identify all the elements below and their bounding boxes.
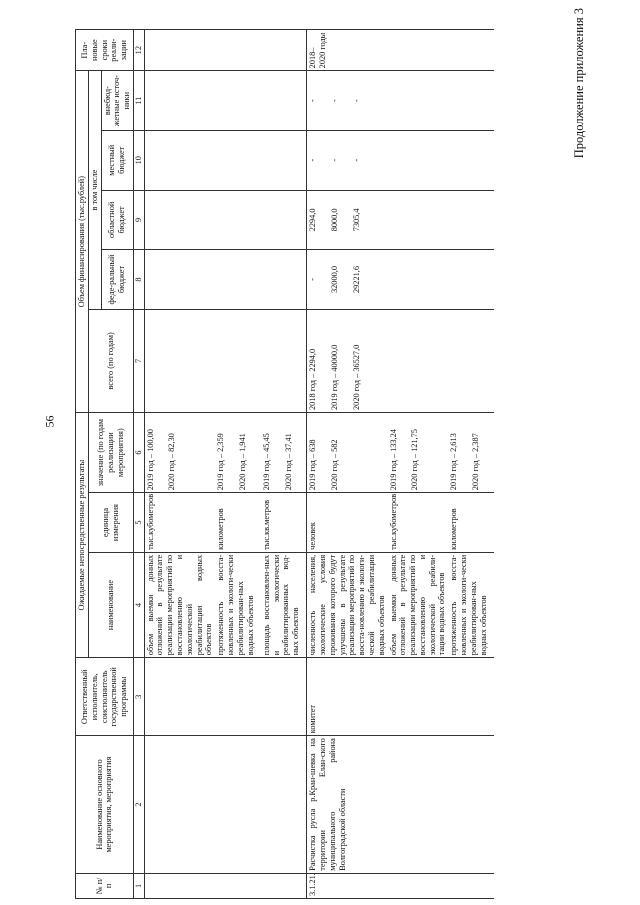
header-num: № п/п: [76, 873, 134, 898]
value-line: 2020 год – 82,30: [167, 433, 177, 491]
finance-line: 32000,0: [330, 266, 340, 293]
finance-line: 2020 год – 36527,0: [351, 344, 361, 410]
finance-line: 2018 год – 2294,0: [308, 348, 318, 410]
finance-extrabudget: [307, 71, 388, 131]
result-name: площадь восстановлен-ных и экологически реабилитированных вод-ных объектов: [261, 552, 307, 657]
header-finance-including: в том числе: [88, 71, 101, 309]
finance-line: -: [351, 99, 361, 103]
result-unit: человек: [307, 493, 388, 553]
table-row: [261, 30, 307, 899]
finance-line: -: [330, 158, 340, 162]
col-number: 9: [133, 190, 144, 250]
table-row: [448, 30, 494, 899]
header-finance-total: всего (по годам): [88, 309, 133, 412]
finance-line: -: [351, 158, 361, 162]
header-period: Пла-новые сроки реали-зации: [76, 30, 134, 71]
result-value: [144, 412, 215, 492]
value-line: 2019 год – 2,359: [216, 433, 226, 491]
header-event: Наименование основного мероприятия, мероприятия: [76, 736, 134, 874]
table-row: [388, 30, 449, 899]
finance-line: 2019 год – 40000,0: [330, 344, 340, 410]
program-table: [75, 29, 494, 899]
finance-line: 29221,6: [351, 266, 361, 293]
header-extrabudget: внебюд-жетные источ-ники: [101, 71, 133, 131]
finance-local: [307, 130, 388, 190]
header-local: местный бюджет: [101, 130, 133, 190]
result-unit: тыс.кубометров: [388, 493, 449, 553]
header-federal: феде-ральный бюджет: [101, 250, 133, 310]
value-line: 2020 год – 121,75: [410, 429, 420, 491]
finance-line: -: [308, 158, 318, 162]
value-line: 2019 год – 45,45: [261, 433, 271, 491]
header-executor: Ответственный исполнитель, соисполнитель государственной программы: [76, 658, 134, 736]
result-name: объем выемки донных отложений в результате реализации мероприятий по восстановлению и экологической реабили-тации водных объектов: [388, 552, 449, 657]
executor: комитет: [307, 658, 388, 736]
result-name: численность населения, экологические условия проживания которого будут улучшены в результате реализации мероприятий по восста-новлению и экологи-ческой реабилитации водных объектов: [307, 552, 388, 657]
col-number: 7: [133, 309, 144, 412]
result-name: протяженность восста-новленных и экологи-чески реабилитирован-ных водных объектов: [448, 552, 494, 657]
result-value: [261, 412, 307, 492]
table-row: [215, 30, 261, 899]
result-unit: тыс.кв.метров: [261, 493, 307, 553]
finance-line: 7305,4: [351, 208, 361, 232]
table-row: [307, 30, 388, 899]
finance-federal: [307, 250, 388, 310]
header-result-name: наименование: [88, 552, 133, 657]
finance-total: [307, 309, 388, 412]
header-result-value: значение (по годам реализации мероприятия): [88, 412, 133, 492]
value-line: 2019 год – 2,613: [449, 433, 459, 491]
finance-regional: [307, 190, 388, 250]
result-value: [307, 412, 388, 492]
value-line: 2019 год – 638: [308, 439, 318, 491]
period: 2018–2020 годы: [307, 30, 388, 71]
event-name: Расчистка русла р.Кран-шевка на территории Елан-ского муниципального района Волгоградской области: [307, 736, 388, 874]
finance-line: -: [308, 278, 318, 281]
table-row: [144, 30, 215, 899]
page-number: 56: [42, 415, 57, 428]
value-line: 2019 год – 100,00: [145, 429, 155, 491]
finance-line: 2294,0: [308, 208, 318, 232]
header-finance-group: Объем финансирования (тыс.рублей): [76, 71, 89, 413]
col-number: 12: [133, 30, 144, 71]
result-name: протяженность восста-новленных и экологи-чески реабилитирован-ных водных объектов: [215, 552, 261, 657]
value-line: 2019 год – 133,24: [388, 429, 398, 491]
finance-line: -: [308, 99, 318, 103]
header-results-group: Ожидаемые непосредственные результаты: [76, 412, 89, 657]
finance-line: 8000,0: [330, 208, 340, 232]
col-number: 4: [133, 552, 144, 657]
header-result-unit: единица измерения: [88, 493, 133, 553]
result-name: объем выемки донных отложений в результате реализации мероприятий по восстановлению и экологической реабилитации водных объектов: [144, 552, 215, 657]
col-number: 3: [133, 658, 144, 736]
row-number: 3.1.21.: [307, 873, 388, 898]
value-line: 2020 год – 37,41: [283, 433, 293, 491]
col-number: 10: [133, 130, 144, 190]
result-value: [215, 412, 261, 492]
continuation-header: Продолжение приложения 3: [572, 8, 586, 159]
result-value: [388, 412, 449, 492]
header-regional: областной бюджет: [101, 190, 133, 250]
result-value: [448, 412, 494, 492]
col-number: 1: [133, 873, 144, 898]
value-line: 2020 год – 1,941: [237, 433, 247, 491]
result-unit: километров: [215, 493, 261, 553]
result-unit: километров: [448, 493, 494, 553]
col-number: 11: [133, 71, 144, 131]
value-line: 2020 год – 582: [330, 439, 340, 491]
value-line: 2020 год – 2,387: [471, 433, 480, 491]
result-unit: тыс.кубометров: [144, 493, 215, 553]
col-number: 2: [133, 736, 144, 874]
finance-line: -: [330, 99, 340, 103]
col-number: 6: [133, 412, 144, 492]
col-number: 8: [133, 250, 144, 310]
col-number: 5: [133, 493, 144, 553]
